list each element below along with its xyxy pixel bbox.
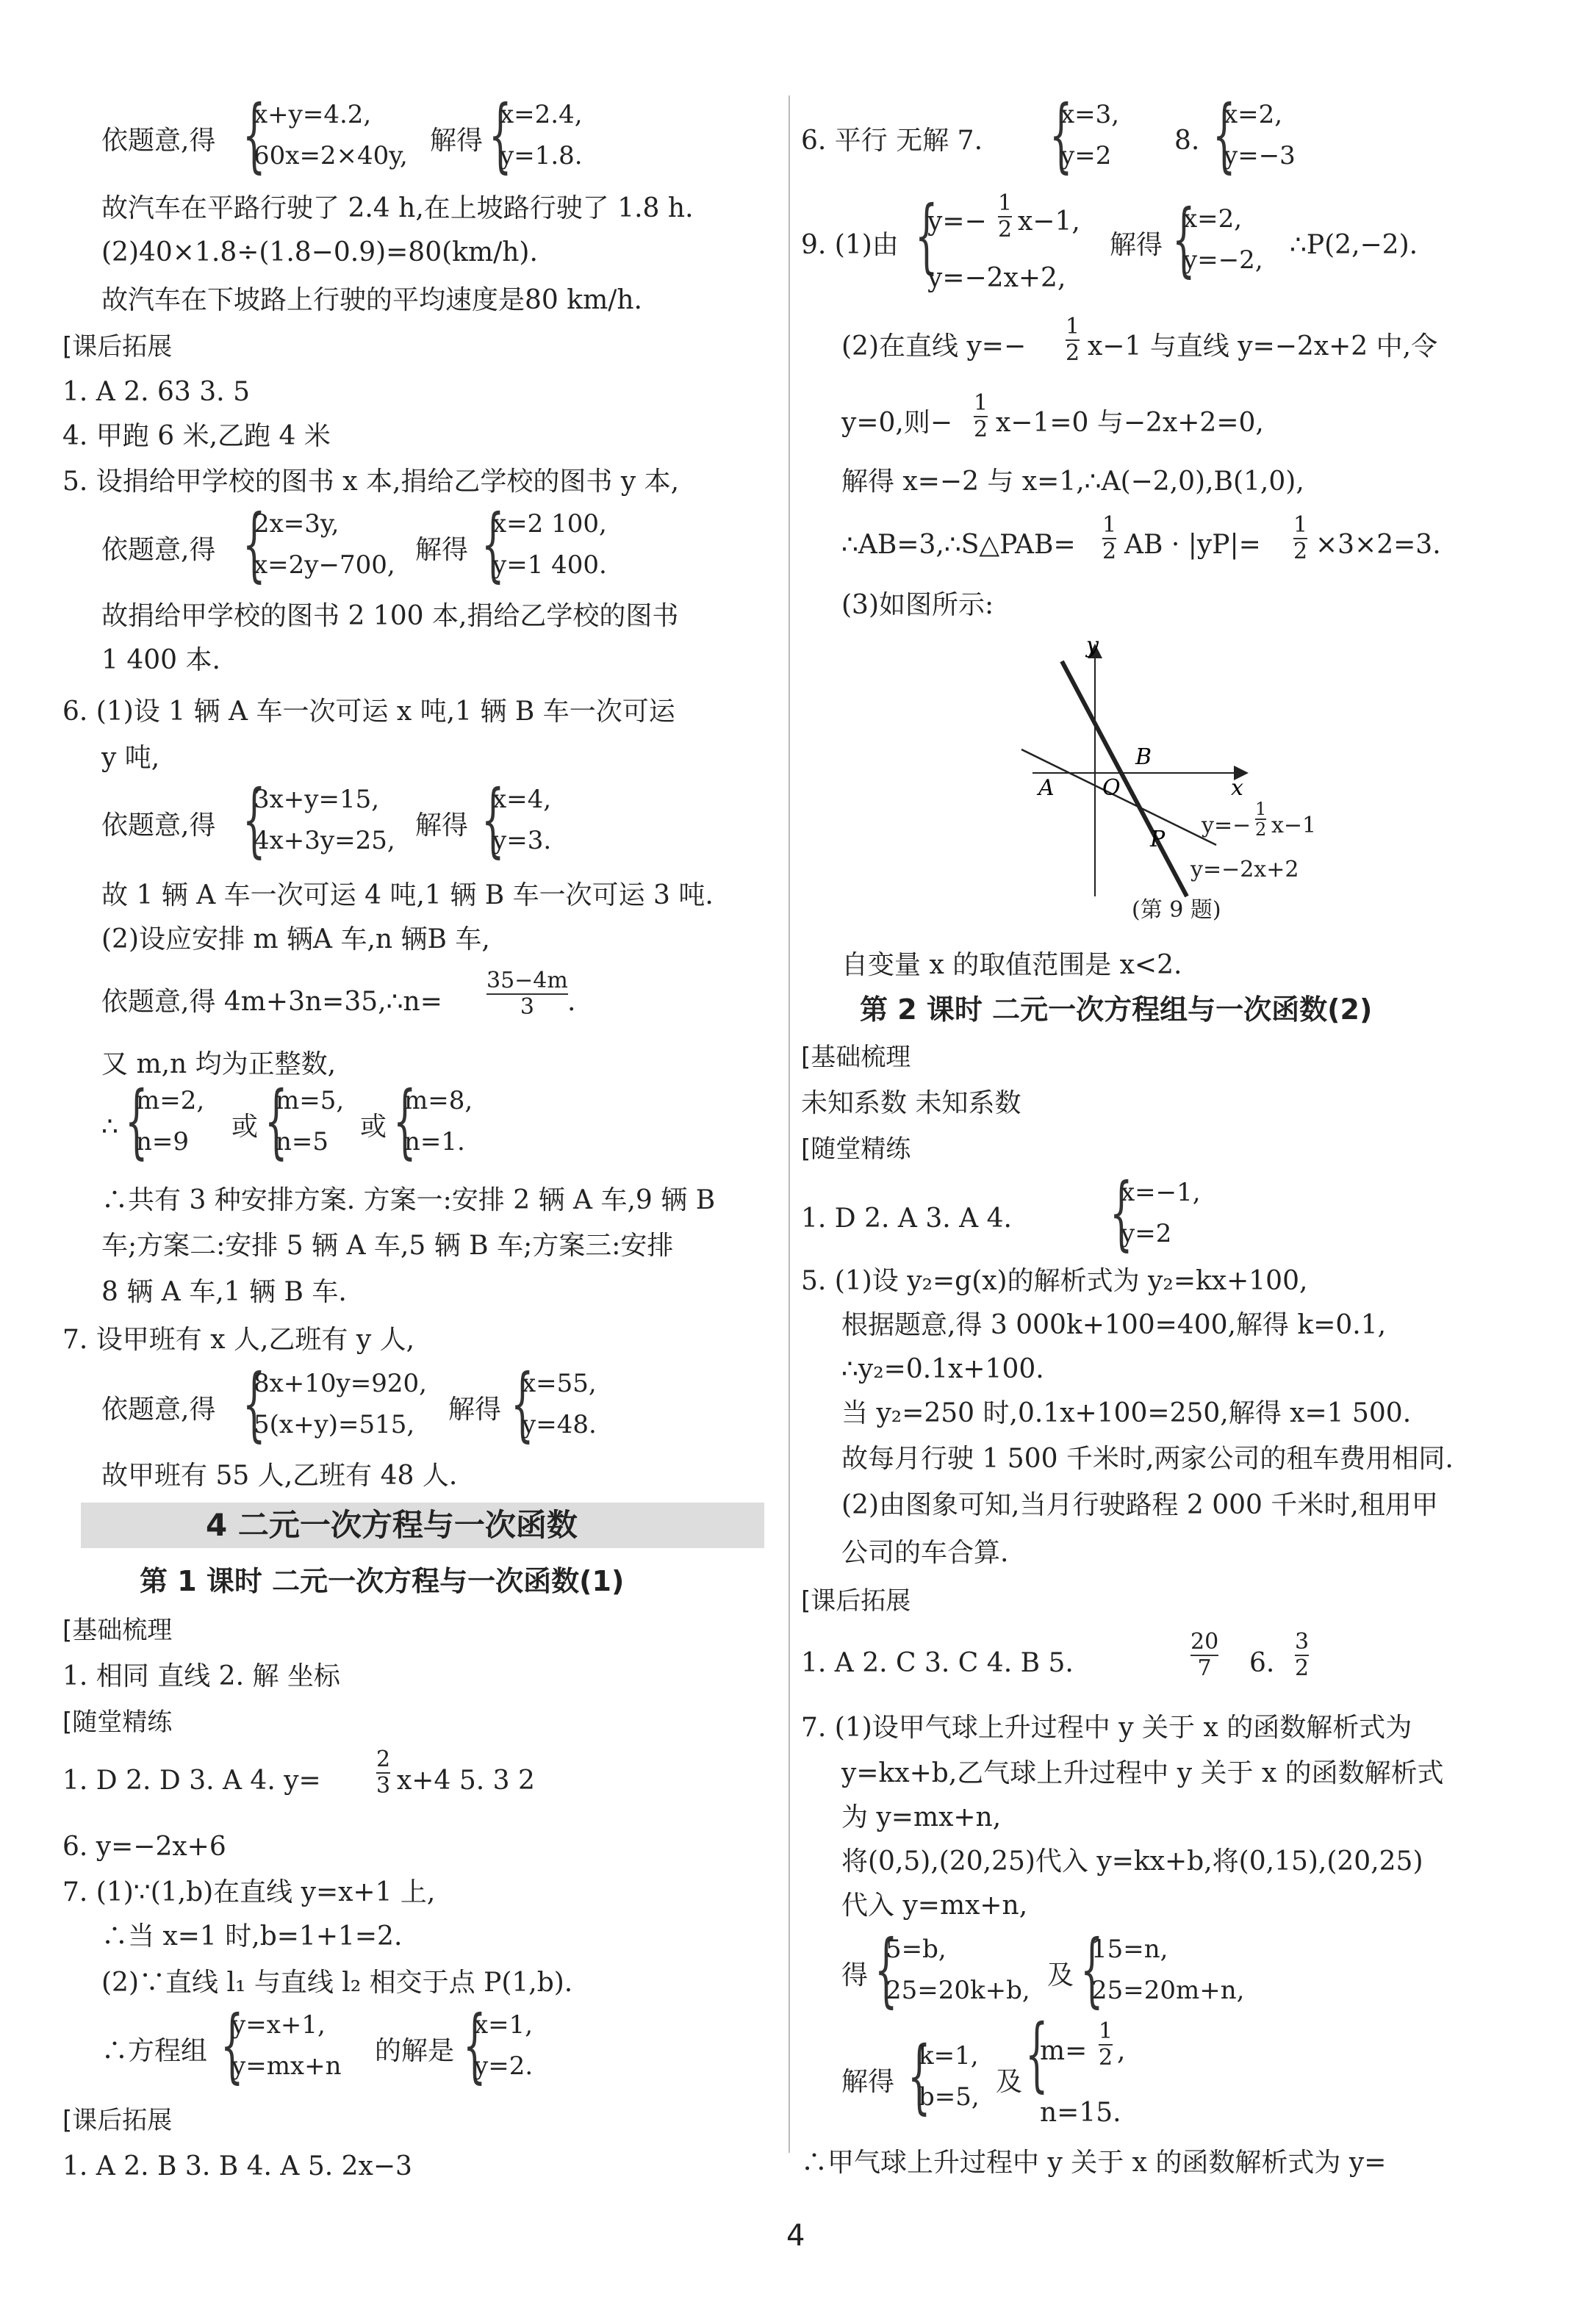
numerator: 3 bbox=[1295, 1629, 1310, 1655]
brace: { bbox=[125, 1073, 148, 1168]
answer-line: 5. (1)设 y₂=g(x)的解析式为 y₂=kx+100, bbox=[801, 1266, 1308, 1296]
equation: y=− bbox=[927, 206, 987, 237]
text: 的解是 bbox=[375, 2036, 455, 2066]
equation: x=2.4, bbox=[500, 100, 583, 129]
fraction bbox=[486, 968, 568, 1020]
equation: k=1, bbox=[919, 2041, 979, 2071]
answer-line: 5. 设捐给甲学校的图书 x 本,捐给乙学校的图书 y 本, bbox=[62, 467, 680, 497]
text: 解得 x=−2 与 x=1,∴A(−2,0),B(1,0), bbox=[841, 467, 1304, 497]
equation: n=9 bbox=[136, 1127, 190, 1156]
text: 将(0,5),(20,25)代入 y=kx+b,将(0,15),(20,25) bbox=[841, 1846, 1423, 1877]
section-header: [课后拓展 bbox=[62, 332, 173, 361]
brace: { bbox=[243, 772, 266, 866]
text: x−1 与直线 y=−2x+2 中,令 bbox=[1088, 331, 1438, 361]
text: 又 m,n 均为正整数, bbox=[101, 1049, 337, 1079]
equation: m=2, bbox=[136, 1086, 205, 1115]
brace: { bbox=[489, 87, 512, 181]
equation: 25=20k+b, bbox=[886, 1976, 1030, 2005]
figure-caption: (第 9 题) bbox=[1132, 897, 1221, 923]
denominator: 2 bbox=[1295, 1655, 1310, 1681]
line-label: y=−2x+2 bbox=[1190, 857, 1299, 882]
column-divider bbox=[789, 96, 790, 2153]
equation: 5(x+y)=515, bbox=[254, 1410, 415, 1439]
equation: x=1, bbox=[474, 2010, 534, 2040]
answer-line: 9. (1)由 bbox=[801, 230, 899, 260]
answer-line: 6. (1)设 1 辆 A 车一次可运 x 吨,1 辆 B 车一次可运 bbox=[62, 697, 675, 727]
section-title: 4 二元一次方程与一次函数 bbox=[206, 1507, 578, 1543]
section-header: [课后拓展 bbox=[62, 2106, 173, 2135]
numerator: 1 bbox=[1255, 799, 1267, 819]
section-header: [随堂精练 bbox=[62, 1708, 173, 1737]
text: 故汽车在平路行驶了 2.4 h,在上坡路行驶了 1.8 h. bbox=[101, 193, 694, 223]
equation-system bbox=[1224, 94, 1296, 176]
answer-line: 1. D 2. D 3. A 4. y= bbox=[62, 1766, 321, 1796]
equation: 5=b, bbox=[886, 1935, 947, 1964]
brace: { bbox=[265, 1073, 288, 1168]
text: 公司的车合算. bbox=[841, 1538, 1009, 1568]
text: 依题意,得 bbox=[101, 810, 216, 841]
answer-line: 1. A 2. B 3. B 4. A 5. 2x−3 bbox=[62, 2151, 412, 2181]
equation: 4x+3y=25, bbox=[254, 826, 395, 855]
fraction bbox=[1190, 1630, 1218, 1681]
equation: 60x=2×40y, bbox=[254, 141, 408, 170]
brace: { bbox=[220, 1998, 244, 2092]
brace: { bbox=[393, 1073, 417, 1168]
text: 故汽车在下坡路上行驶的平均速度是80 km/h. bbox=[101, 285, 642, 315]
text: (2)40×1.8÷(1.8−0.9)=80(km/h). bbox=[101, 237, 538, 267]
fraction bbox=[1293, 513, 1307, 564]
text: 解得 bbox=[430, 126, 484, 156]
fraction bbox=[1099, 2019, 1113, 2071]
equation: y=−2x+2, bbox=[927, 263, 1066, 293]
equation-system bbox=[886, 1929, 1030, 2011]
text: (3)如图所示: bbox=[841, 590, 994, 620]
fraction bbox=[998, 191, 1012, 242]
text: 解得 bbox=[841, 2067, 895, 2097]
denominator: 2 bbox=[1293, 539, 1308, 564]
text: y=kx+b,乙气球上升过程中 y 关于 x 的函数解析式 bbox=[841, 1758, 1444, 1788]
text: 车;方案二:安排 5 辆 A 车,5 辆 B 车;方案三:安排 bbox=[101, 1231, 674, 1261]
equation-system bbox=[276, 1080, 344, 1162]
page-number: 4 bbox=[786, 2219, 805, 2253]
text: 解得 bbox=[448, 1395, 502, 1425]
brace: { bbox=[1172, 192, 1196, 286]
text: ∴y₂=0.1x+100. bbox=[841, 1354, 1044, 1384]
text: 得 bbox=[841, 1960, 869, 1990]
text: 或 bbox=[231, 1112, 259, 1142]
answer-line: 6. 平行 无解 7. bbox=[801, 126, 983, 156]
fraction bbox=[1102, 513, 1116, 564]
equation: y=−3 bbox=[1224, 141, 1296, 170]
equation-system bbox=[1060, 94, 1119, 176]
text: 当 y₂=250 时,0.1x+100=250,解得 x=1 500. bbox=[841, 1398, 1412, 1428]
equation: y=3. bbox=[492, 826, 552, 855]
equation: x+y=4.2, bbox=[254, 100, 372, 129]
equation-system bbox=[522, 1363, 597, 1445]
point-p-label: P bbox=[1150, 827, 1166, 852]
equation: m=5, bbox=[276, 1086, 345, 1115]
denominator: 2 bbox=[998, 217, 1013, 242]
text: ∴ bbox=[101, 1112, 118, 1142]
text: ∴共有 3 种安排方案. 方案一:安排 2 辆 A 车,9 辆 B bbox=[101, 1185, 716, 1215]
text: (2)在直线 y=− bbox=[841, 331, 1027, 361]
point-b-label: B bbox=[1135, 744, 1152, 770]
text: 解得 bbox=[415, 535, 469, 565]
brace: { bbox=[481, 772, 505, 866]
equation: 2x=3y, bbox=[254, 509, 340, 539]
equation-system bbox=[254, 779, 395, 861]
equation-system bbox=[500, 94, 583, 176]
equation: y=−2, bbox=[1183, 245, 1263, 275]
text: 故捐给甲学校的图书 2 100 本,捐给乙学校的图书 bbox=[101, 601, 679, 631]
brace: { bbox=[1110, 1165, 1133, 1259]
denominator: 2 bbox=[1102, 539, 1117, 564]
text: (2)由图象可知,当月行驶路程 2 000 千米时,租用甲 bbox=[841, 1490, 1438, 1520]
answer-line: 4. 甲跑 6 米,乙跑 4 米 bbox=[62, 421, 331, 451]
equation: 15=n, bbox=[1091, 1935, 1168, 1964]
equation: x=4, bbox=[492, 785, 552, 814]
text: (2)∵直线 l₁ 与直线 l₂ 相交于点 P(1,b). bbox=[101, 1968, 573, 1998]
equation: x=2, bbox=[1224, 100, 1283, 129]
equation: , bbox=[1117, 2036, 1126, 2066]
brace: { bbox=[1080, 1922, 1104, 2016]
equation-system bbox=[136, 1080, 204, 1162]
equation: x=−1, bbox=[1121, 1178, 1201, 1207]
answer-line: 1. A 2. 63 3. 5 bbox=[62, 377, 250, 407]
text: 故甲班有 55 人,乙班有 48 人. bbox=[101, 1461, 458, 1491]
equation-system bbox=[492, 779, 551, 861]
denominator: 2 bbox=[1099, 2045, 1113, 2071]
answer-line: 未知系数 未知系数 bbox=[801, 1088, 1021, 1118]
text: ∴方程组 bbox=[101, 2036, 208, 2066]
brace: { bbox=[1025, 2007, 1049, 2101]
brace: { bbox=[511, 1356, 534, 1450]
equation-system bbox=[404, 1080, 473, 1162]
section-header: [基础梳理 bbox=[62, 1616, 173, 1645]
text: 或 bbox=[360, 1112, 387, 1142]
lesson-title: 第 2 课时 二元一次方程组与一次函数(2) bbox=[860, 993, 1373, 1026]
line-label: y=− bbox=[1202, 813, 1251, 838]
answer-line: 7. 设甲班有 x 人,乙班有 y 人, bbox=[62, 1325, 415, 1355]
answer-line: 1. 相同 直线 2. 解 坐标 bbox=[62, 1661, 340, 1691]
equation-system bbox=[254, 1363, 427, 1445]
denominator: 3 bbox=[376, 1773, 391, 1799]
numerator: 1 bbox=[974, 390, 988, 416]
brace: { bbox=[481, 497, 505, 591]
equation: y=1.8. bbox=[500, 141, 583, 170]
text: 依题意,得 bbox=[101, 535, 216, 565]
equation: n=15. bbox=[1040, 2098, 1121, 2128]
numerator: 35−4m bbox=[486, 968, 568, 993]
fraction bbox=[1066, 314, 1080, 366]
text: . bbox=[567, 987, 576, 1017]
brace: { bbox=[243, 87, 266, 181]
equation: m= bbox=[1040, 2036, 1088, 2066]
numerator: 1 bbox=[1102, 512, 1117, 538]
equation: y=1 400. bbox=[492, 550, 607, 580]
equation: n=5 bbox=[276, 1127, 329, 1156]
brace: { bbox=[915, 188, 938, 282]
equation-system bbox=[474, 2004, 533, 2087]
equation: m=8, bbox=[404, 1086, 473, 1115]
equation-system bbox=[919, 2035, 980, 2118]
text: AB · |yP|= bbox=[1124, 530, 1261, 560]
denominator: 2 bbox=[1066, 340, 1080, 366]
answer-line: 7. (1)设甲气球上升过程中 y 关于 x 的函数解析式为 bbox=[801, 1713, 1412, 1743]
text: ∴甲气球上升过程中 y 关于 x 的函数解析式为 y= bbox=[801, 2148, 1387, 2178]
answer-line: 1. A 2. C 3. C 4. B 5. bbox=[801, 1648, 1074, 1678]
text: ∴P(2,−2). bbox=[1290, 230, 1418, 260]
text: 8. bbox=[1174, 126, 1200, 156]
brace: { bbox=[908, 2029, 931, 2123]
numerator: 1 bbox=[1066, 314, 1080, 339]
answer-line: 6. y=−2x+6 bbox=[62, 1832, 226, 1862]
text: 自变量 x 的取值范围是 x<2. bbox=[841, 950, 1182, 980]
line-label: x−1 bbox=[1271, 813, 1317, 838]
text: 依题意,得 4m+3n=35,∴n= bbox=[101, 987, 442, 1017]
equation: y=2 bbox=[1121, 1219, 1172, 1248]
equation: 25=20m+n, bbox=[1091, 1976, 1245, 2005]
equation: 3x+y=15, bbox=[254, 785, 380, 814]
fraction bbox=[376, 1747, 390, 1799]
text: 依题意,得 bbox=[101, 1395, 216, 1425]
denominator: 2 bbox=[1255, 819, 1267, 840]
brace: { bbox=[463, 1998, 486, 2092]
text: 故每月行驶 1 500 千米时,两家公司的租车费用相同. bbox=[841, 1444, 1454, 1474]
denominator: 7 bbox=[1190, 1655, 1218, 1681]
equation-system bbox=[254, 503, 395, 586]
equation-system bbox=[1121, 1172, 1201, 1254]
equation-system bbox=[1091, 1929, 1244, 2011]
fraction bbox=[974, 391, 988, 442]
equation: y=mx+n bbox=[231, 2051, 342, 2081]
answer-line: 7. (1)∵(1,b)在直线 y=x+1 上, bbox=[62, 1877, 436, 1907]
equation-system bbox=[254, 94, 408, 176]
x-label: x bbox=[1231, 775, 1243, 801]
text: 及 bbox=[1047, 1960, 1074, 1990]
lesson-title: 第 1 课时 二元一次方程与一次函数(1) bbox=[140, 1565, 625, 1597]
equation: x=2y−700, bbox=[254, 550, 395, 580]
text: y=0,则− bbox=[841, 408, 953, 438]
text: (2)设应安排 m 辆A 车,n 辆B 车, bbox=[101, 924, 490, 954]
equation: x=3, bbox=[1060, 100, 1120, 129]
brace: { bbox=[243, 497, 266, 591]
equation: b=5, bbox=[919, 2082, 980, 2112]
equation-system bbox=[492, 503, 607, 586]
section-header: [基础梳理 bbox=[801, 1043, 911, 1072]
text: 及 bbox=[996, 2067, 1023, 2097]
text: 1 400 本. bbox=[101, 645, 220, 675]
equation-system bbox=[1183, 198, 1263, 281]
equation: n=1. bbox=[404, 1127, 465, 1156]
y-label: y bbox=[1086, 633, 1099, 658]
text: ∴AB=3,∴S△PAB= bbox=[841, 530, 1076, 560]
text: 故 1 辆 A 车一次可运 4 吨,1 辆 B 车一次可运 3 吨. bbox=[101, 880, 714, 910]
equation: x=2 100, bbox=[492, 509, 607, 539]
brace: { bbox=[1049, 87, 1073, 181]
section-header: [课后拓展 bbox=[801, 1586, 911, 1616]
text: 根据题意,得 3 000k+100=400,解得 k=0.1, bbox=[841, 1310, 1387, 1340]
equation: y=48. bbox=[522, 1410, 597, 1439]
equation-system bbox=[231, 2004, 342, 2087]
brace: { bbox=[243, 1356, 266, 1450]
denominator: 3 bbox=[486, 993, 568, 1020]
answer-line: 1. D 2. A 3. A 4. bbox=[801, 1204, 1012, 1234]
text: ∴当 x=1 时,b=1+1=2. bbox=[101, 1921, 403, 1951]
text: 解得 bbox=[415, 810, 469, 841]
numerator: 2 bbox=[376, 1746, 391, 1772]
text: 6. bbox=[1249, 1648, 1275, 1678]
equation: x−1, bbox=[1018, 206, 1080, 237]
brace: { bbox=[1213, 87, 1236, 181]
equation: 8x+10y=920, bbox=[254, 1369, 427, 1398]
equation: x=2, bbox=[1183, 204, 1243, 234]
fraction bbox=[1295, 1630, 1309, 1681]
text: ×3×2=3. bbox=[1315, 530, 1441, 560]
text: 代入 y=mx+n, bbox=[841, 1891, 1028, 1921]
numerator: 20 bbox=[1190, 1629, 1219, 1655]
text: 解得 bbox=[1110, 230, 1163, 260]
numerator: 1 bbox=[1099, 2018, 1113, 2044]
section-header: [随堂精练 bbox=[801, 1134, 911, 1164]
origin-label: O bbox=[1102, 775, 1121, 801]
denominator: 2 bbox=[974, 417, 988, 442]
equation: y=2 bbox=[1060, 141, 1112, 170]
equation: y=x+1, bbox=[231, 2010, 326, 2040]
text: x+4 5. 3 2 bbox=[397, 1766, 535, 1796]
point-a-label: A bbox=[1038, 775, 1055, 801]
equation: y=2. bbox=[474, 2051, 534, 2081]
numerator: 1 bbox=[998, 190, 1013, 216]
equation: x=55, bbox=[522, 1369, 597, 1398]
text: 为 y=mx+n, bbox=[841, 1802, 1002, 1832]
brace: { bbox=[874, 1922, 898, 2016]
text: x−1=0 与−2x+2=0, bbox=[996, 408, 1264, 438]
text: 依题意,得 bbox=[101, 126, 216, 156]
numerator: 1 bbox=[1293, 512, 1308, 538]
fraction bbox=[1255, 799, 1266, 839]
text: 8 辆 A 车,1 辆 B 车. bbox=[101, 1277, 347, 1307]
text: y 吨, bbox=[101, 743, 160, 773]
